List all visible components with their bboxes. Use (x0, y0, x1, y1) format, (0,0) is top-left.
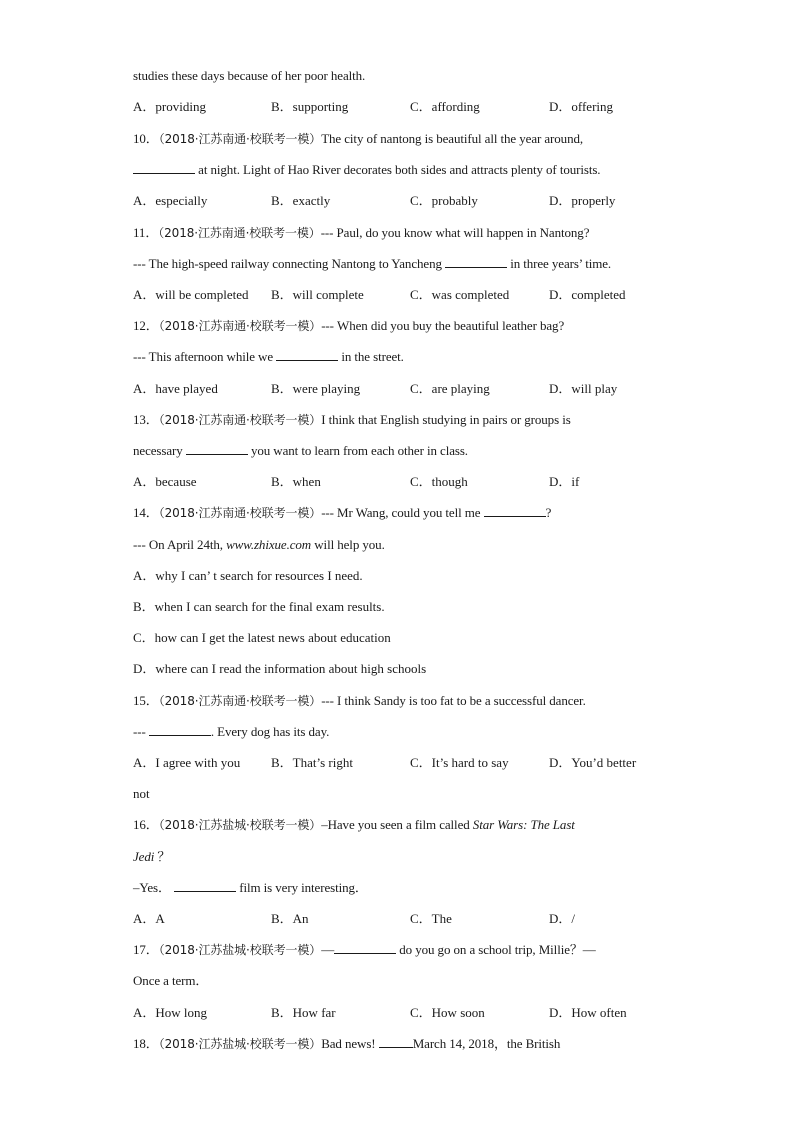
q16-option-c: C．The (410, 911, 452, 926)
q15-source: （2018·江苏南通·校联考一模） (158, 694, 322, 708)
q12-option-d: D．will play (549, 381, 618, 396)
q10-stem-line2 (133, 162, 600, 178)
q16-stem-line3 (133, 880, 368, 896)
q14-text2a: --- On April 24th, (133, 537, 223, 552)
q15-option-c: C．It’s hard to say (410, 755, 509, 770)
q17-answer-blank (334, 942, 396, 954)
q13-stem-line2 (133, 443, 468, 459)
q11-option-a: A．will be completed (133, 287, 249, 302)
q10-stem-line1 (133, 131, 583, 147)
q11-option-c: C．was completed (410, 287, 510, 302)
q15-text2b: . Every dog has its day. (210, 724, 330, 739)
q13-answer-blank (186, 443, 248, 455)
q15-option-d-continuation: not (133, 786, 150, 801)
q18-text1b: March 14, 2018，the British (412, 1036, 561, 1051)
q16-film-title: Star Wars: The Last (472, 817, 575, 832)
q14-option-a: A．why I can’ t search for resources I need. (133, 568, 363, 583)
q17-stem-line2: Once a term． (133, 973, 209, 988)
q17-stem-line1 (133, 942, 596, 958)
q11-option-b: B．will complete (271, 287, 364, 302)
q13-option-c: C．though (410, 474, 468, 489)
q12-source: （2018·江苏南通·校联考一模） (158, 319, 322, 333)
q14-source: （2018·江苏南通·校联考一模） (158, 506, 322, 520)
q16-number: 16． (133, 817, 159, 832)
q16-option-d: D．/ (549, 911, 576, 926)
q10-text: The city of nantong is beautiful all the year around, (321, 131, 584, 146)
q14-option-b: B．when I can search for the final exam results. (133, 599, 385, 614)
q16-answer-blank (174, 880, 236, 892)
q11-stem-line2 (133, 256, 611, 272)
q15-text: --- I think Sandy is too fat to be a successful dancer. (321, 693, 586, 708)
q11-text2b: in three years’ time. (510, 256, 612, 271)
q11-text2a: --- The high-speed railway connecting Nantong to Yancheng (133, 256, 442, 271)
q13-text: I think that English studying in pairs or groups is (321, 412, 571, 427)
q11-text: --- Paul, do you know what will happen in Nantong? (320, 225, 590, 240)
q14-answer-blank (484, 505, 546, 517)
q18-stem-line1 (133, 1036, 560, 1052)
q16-stem-line2 (133, 849, 170, 865)
q14-text1a: --- Mr Wang, could you tell me (321, 505, 481, 520)
q17-option-c: C．How soon (410, 1005, 485, 1020)
q15-option-a: A．I agree with you (133, 755, 241, 770)
q13-text2b: you want to learn from each other in class. (250, 443, 468, 458)
q12-option-b: B．were playing (271, 381, 361, 396)
q12-text2b: in the street. (341, 349, 404, 364)
q15-text2a: --- (133, 724, 146, 739)
q16-text2b: ？ (157, 849, 171, 864)
q10-option-a: A．especially (133, 193, 208, 208)
q17-option-d: D．How often (549, 1005, 627, 1020)
q15-number: 15． (133, 693, 159, 708)
q9-option-b: B．supporting (271, 99, 349, 114)
q13-stem-line1 (133, 412, 571, 428)
q14-number: 14． (133, 505, 159, 520)
q17-source: （2018·江苏盐城·校联考一模） (158, 943, 322, 957)
q9-option-c: C．affording (410, 99, 480, 114)
q18-source: （2018·江苏盐城·校联考一模） (158, 1037, 322, 1051)
q14-option-d: D．where can I read the information about high schools (133, 661, 427, 676)
q14-stem-line2 (133, 537, 385, 553)
q10-source: （2018·江苏南通·校联考一模） (158, 132, 322, 146)
q16-text1a: –Have you seen a film called (321, 817, 470, 832)
q13-number: 13． (133, 412, 159, 427)
q12-option-a: A．have played (133, 381, 218, 396)
q15-option-b: B．That’s right (271, 755, 353, 770)
q9-continuation: studies these days because of her poor health. (133, 68, 366, 83)
q16-film-title-cont: Jedi (133, 849, 155, 864)
q15-stem-line1 (133, 693, 586, 709)
q16-option-b: B．An (271, 911, 309, 926)
q12-number: 12． (133, 318, 159, 333)
q11-stem-line1 (133, 225, 589, 241)
q11-answer-blank (445, 256, 507, 268)
q11-option-d: D．completed (549, 287, 626, 302)
q18-answer-blank (379, 1036, 413, 1048)
q15-stem-line2 (133, 724, 329, 740)
q13-text2a: necessary (133, 443, 183, 458)
q10-option-b: B．exactly (271, 193, 331, 208)
q16-text3b: film is very interesting． (239, 880, 368, 895)
q16-source: （2018·江苏盐城·校联考一模） (158, 818, 322, 832)
q13-option-a: A．because (133, 474, 197, 489)
q12-text2a: --- This afternoon while we (133, 349, 274, 364)
q10-option-d: D．properly (549, 193, 616, 208)
q14-text2b: will help you. (314, 537, 385, 552)
q17-option-a: A．How long (133, 1005, 208, 1020)
q14-stem-line1 (133, 505, 551, 521)
q12-stem-line1 (133, 318, 564, 334)
q12-text: --- When did you buy the beautiful leather bag? (321, 318, 565, 333)
q16-stem-line1 (133, 817, 575, 833)
q17-text1b: do you go on a school trip, Millie？— (399, 942, 596, 957)
q13-source: （2018·江苏南通·校联考一模） (158, 413, 322, 427)
q14-text1b: ? (545, 505, 552, 520)
q12-option-c: C．are playing (410, 381, 490, 396)
q15-answer-blank (149, 724, 211, 736)
q14-option-c: C．how can I get the latest news about education (133, 630, 391, 645)
q11-source: （2018·江苏南通·校联考一模） (158, 226, 321, 240)
q18-number: 18． (133, 1036, 159, 1051)
q10-option-c: C．probably (410, 193, 478, 208)
q12-answer-blank (276, 349, 338, 361)
q17-number: 17． (133, 942, 159, 957)
q16-option-a: A．A (133, 911, 165, 926)
q13-option-d: D．if (549, 474, 580, 489)
q14-url: www.zhixue.com (226, 537, 312, 552)
q16-text3a: –Yes． (133, 880, 171, 895)
q9-option-a: A．providing (133, 99, 206, 114)
q17-text1a: — (321, 942, 335, 957)
q12-stem-line2 (133, 349, 404, 365)
q11-number: 11． (133, 225, 159, 240)
q17-option-b: B．How far (271, 1005, 336, 1020)
q18-text1a: Bad news! (321, 1036, 376, 1051)
q10-answer-blank (133, 162, 195, 174)
q10-number: 10． (133, 131, 159, 146)
q13-option-b: B．when (271, 474, 321, 489)
q10-text2: at night. Light of Hao River decorates both sides and attracts plenty of tourists. (198, 162, 601, 177)
q9-option-d: D．offering (549, 99, 614, 114)
q15-option-d: D．You’d better (549, 755, 637, 770)
